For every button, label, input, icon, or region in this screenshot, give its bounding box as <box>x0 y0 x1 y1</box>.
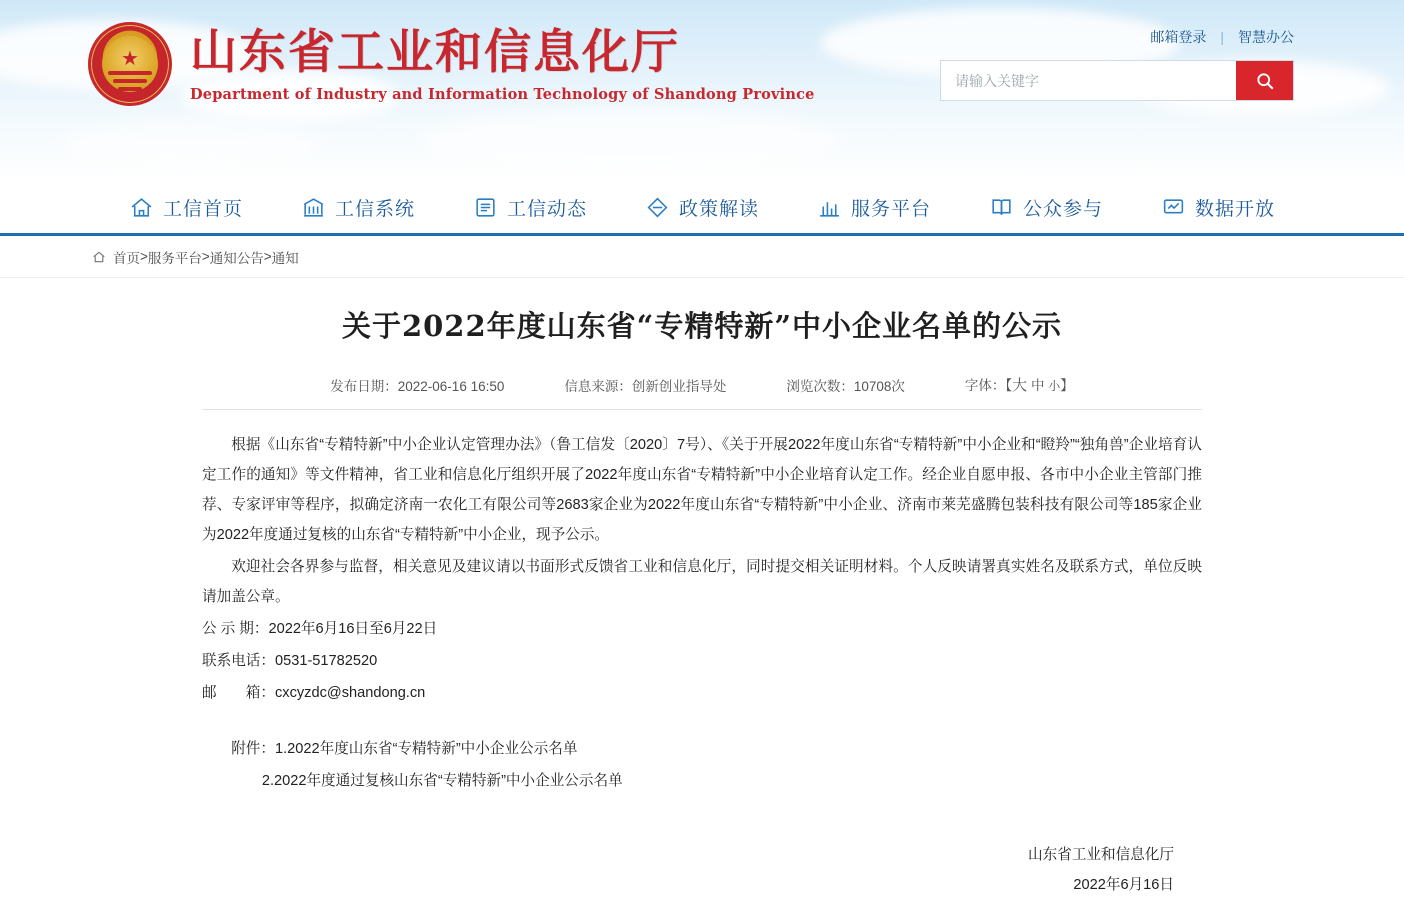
attachment-row-2 <box>202 766 1202 796</box>
page-title: 关于2022年度山东省“专精特新”中小企业名单的公示 <box>341 309 1063 343</box>
nav-item-service[interactable] <box>788 194 960 221</box>
view-count-label: 浏览次数： <box>786 378 854 394</box>
signature-org: 山东省工业和信息化厅 <box>1028 847 1174 863</box>
top-links <box>1150 27 1294 47</box>
nav-label: 服务平台 <box>851 199 932 220</box>
breadcrumb-separator: > <box>263 249 272 264</box>
search-input[interactable] <box>941 61 1236 100</box>
font-size-large[interactable]: 大 <box>1012 377 1028 394</box>
top-link-office[interactable]: 智慧办公 <box>1238 29 1294 45</box>
nav-item-participation[interactable] <box>960 194 1132 221</box>
article <box>202 278 1202 900</box>
article-paragraph-2: 欢迎社会各界参与监督，相关意见及建议请以书面形式反馈省工业和信息化厅，同时提交相关证明材料。个人反映请署真实姓名及联系方式，单位反映请加盖公章。 <box>202 559 1202 605</box>
search-box[interactable] <box>940 60 1294 101</box>
breadcrumb <box>0 236 1404 278</box>
bracket-close: 】 <box>1060 378 1074 393</box>
article-paragraph-1: 根据《山东省“专精特新”中小企业认定管理办法》（鲁工信发〔2020〕7号）、《关于开展2022年度山东省“专精特新”中小企业和“瞪羚”“独角兽”企业培育认定工作的通知》等文件精神，省工业和信息化厅组织开展了2022年度山东省“专精特新”中小企业培育认定工作。经企业自愿申报、各市中小企业主管部门推荐、专家评审等程序，拟确定济南一农化工有限公司等2683家企业为2022年度山东省“专精特新”中小企业、济南市莱芜盛腾包装科技有限公司等185家企业为2022年度通过复核的山东省“专精特新”中小企业，现予公示。 <box>202 437 1202 543</box>
article-meta <box>202 374 1202 410</box>
publish-date-label: 发布日期： <box>330 378 398 394</box>
nav-item-policy[interactable] <box>616 194 788 221</box>
nav-item-data[interactable] <box>1132 194 1304 221</box>
attachment-label: 附件： <box>231 741 275 757</box>
chart-icon <box>817 195 842 220</box>
main-nav <box>0 182 1404 236</box>
nav-item-home[interactable] <box>100 194 272 221</box>
site-header <box>0 0 1404 182</box>
nav-label: 工信系统 <box>334 199 415 220</box>
diamond-icon <box>645 195 670 220</box>
monitor-icon <box>1161 195 1186 220</box>
field-value: 2022年6月16日至6月22日 <box>268 621 438 637</box>
field-label: 联系电话： <box>202 653 275 669</box>
site-title-cn: 山东省工业和信息化厅 <box>190 25 680 80</box>
info-source <box>564 375 726 395</box>
publish-date <box>330 375 504 395</box>
view-count <box>786 375 905 395</box>
breadcrumb-item-service[interactable]: 服务平台 <box>147 250 202 266</box>
nav-item-system[interactable] <box>272 194 444 221</box>
breadcrumb-item-current[interactable]: 通知 <box>271 250 299 266</box>
bracket-open: 【 <box>1005 378 1013 393</box>
nav-label: 数据开放 <box>1195 199 1276 220</box>
breadcrumb-item-notice[interactable]: 通知公告 <box>209 250 264 266</box>
search-icon <box>1255 71 1275 91</box>
signature-date: 2022年6月16日 <box>1073 877 1174 893</box>
field-phone <box>202 646 1202 676</box>
cloud-decoration <box>60 120 320 166</box>
search-button[interactable] <box>1236 61 1293 100</box>
view-count-value: 10708次 <box>853 378 905 394</box>
attachments <box>202 734 1202 796</box>
site-logo[interactable] <box>88 22 815 106</box>
nav-label: 政策解读 <box>678 199 759 220</box>
field-public-period <box>202 614 1202 644</box>
info-source-value: 创新创业指导处 <box>631 378 727 394</box>
attachment-link-1[interactable]: 1.2022年度山东省“专精特新”中小企业公示名单 <box>274 741 578 757</box>
breadcrumb-item-home[interactable]: 首页 <box>113 250 140 266</box>
breadcrumb-separator: > <box>201 249 210 264</box>
field-value: cxcyzdc@shandong.cn <box>274 685 426 701</box>
font-size-medium[interactable]: 中 <box>1030 378 1045 393</box>
signature <box>202 840 1202 900</box>
news-icon <box>473 195 498 220</box>
home-icon <box>129 195 154 220</box>
field-label: 邮 箱： <box>202 685 275 701</box>
top-link-separator: | <box>1220 29 1224 45</box>
field-label: 公 示 期： <box>202 621 269 637</box>
national-emblem-icon: ★ <box>88 22 172 106</box>
nav-label: 工信动态 <box>506 199 587 220</box>
book-icon <box>989 195 1014 220</box>
site-title-en: Department of Industry and Information Technology of Shandong Province <box>190 86 815 103</box>
nav-label: 工信首页 <box>162 199 243 220</box>
font-size-control <box>965 374 1074 395</box>
field-value: 0531-51782520 <box>274 653 378 669</box>
info-source-label: 信息来源： <box>564 378 632 394</box>
breadcrumb-separator: > <box>140 249 148 264</box>
top-link-mail[interactable]: 邮箱登录 <box>1150 29 1207 45</box>
home-small-icon <box>92 250 106 264</box>
nav-label: 公众参与 <box>1023 199 1104 220</box>
font-size-label: 字体： <box>964 378 1006 393</box>
attachment-link-2[interactable]: 2.2022年度通过复核山东省“专精特新”中小企业公示名单 <box>261 773 623 789</box>
bank-icon <box>301 195 326 220</box>
nav-item-news[interactable] <box>444 194 616 221</box>
article-body <box>202 430 1202 796</box>
font-size-small[interactable]: 小 <box>1048 379 1061 393</box>
cloud-decoration <box>420 110 840 170</box>
publish-date-value: 2022-06-16 16:50 <box>397 378 505 394</box>
attachment-row-1 <box>202 734 1202 764</box>
field-email <box>202 678 1202 708</box>
